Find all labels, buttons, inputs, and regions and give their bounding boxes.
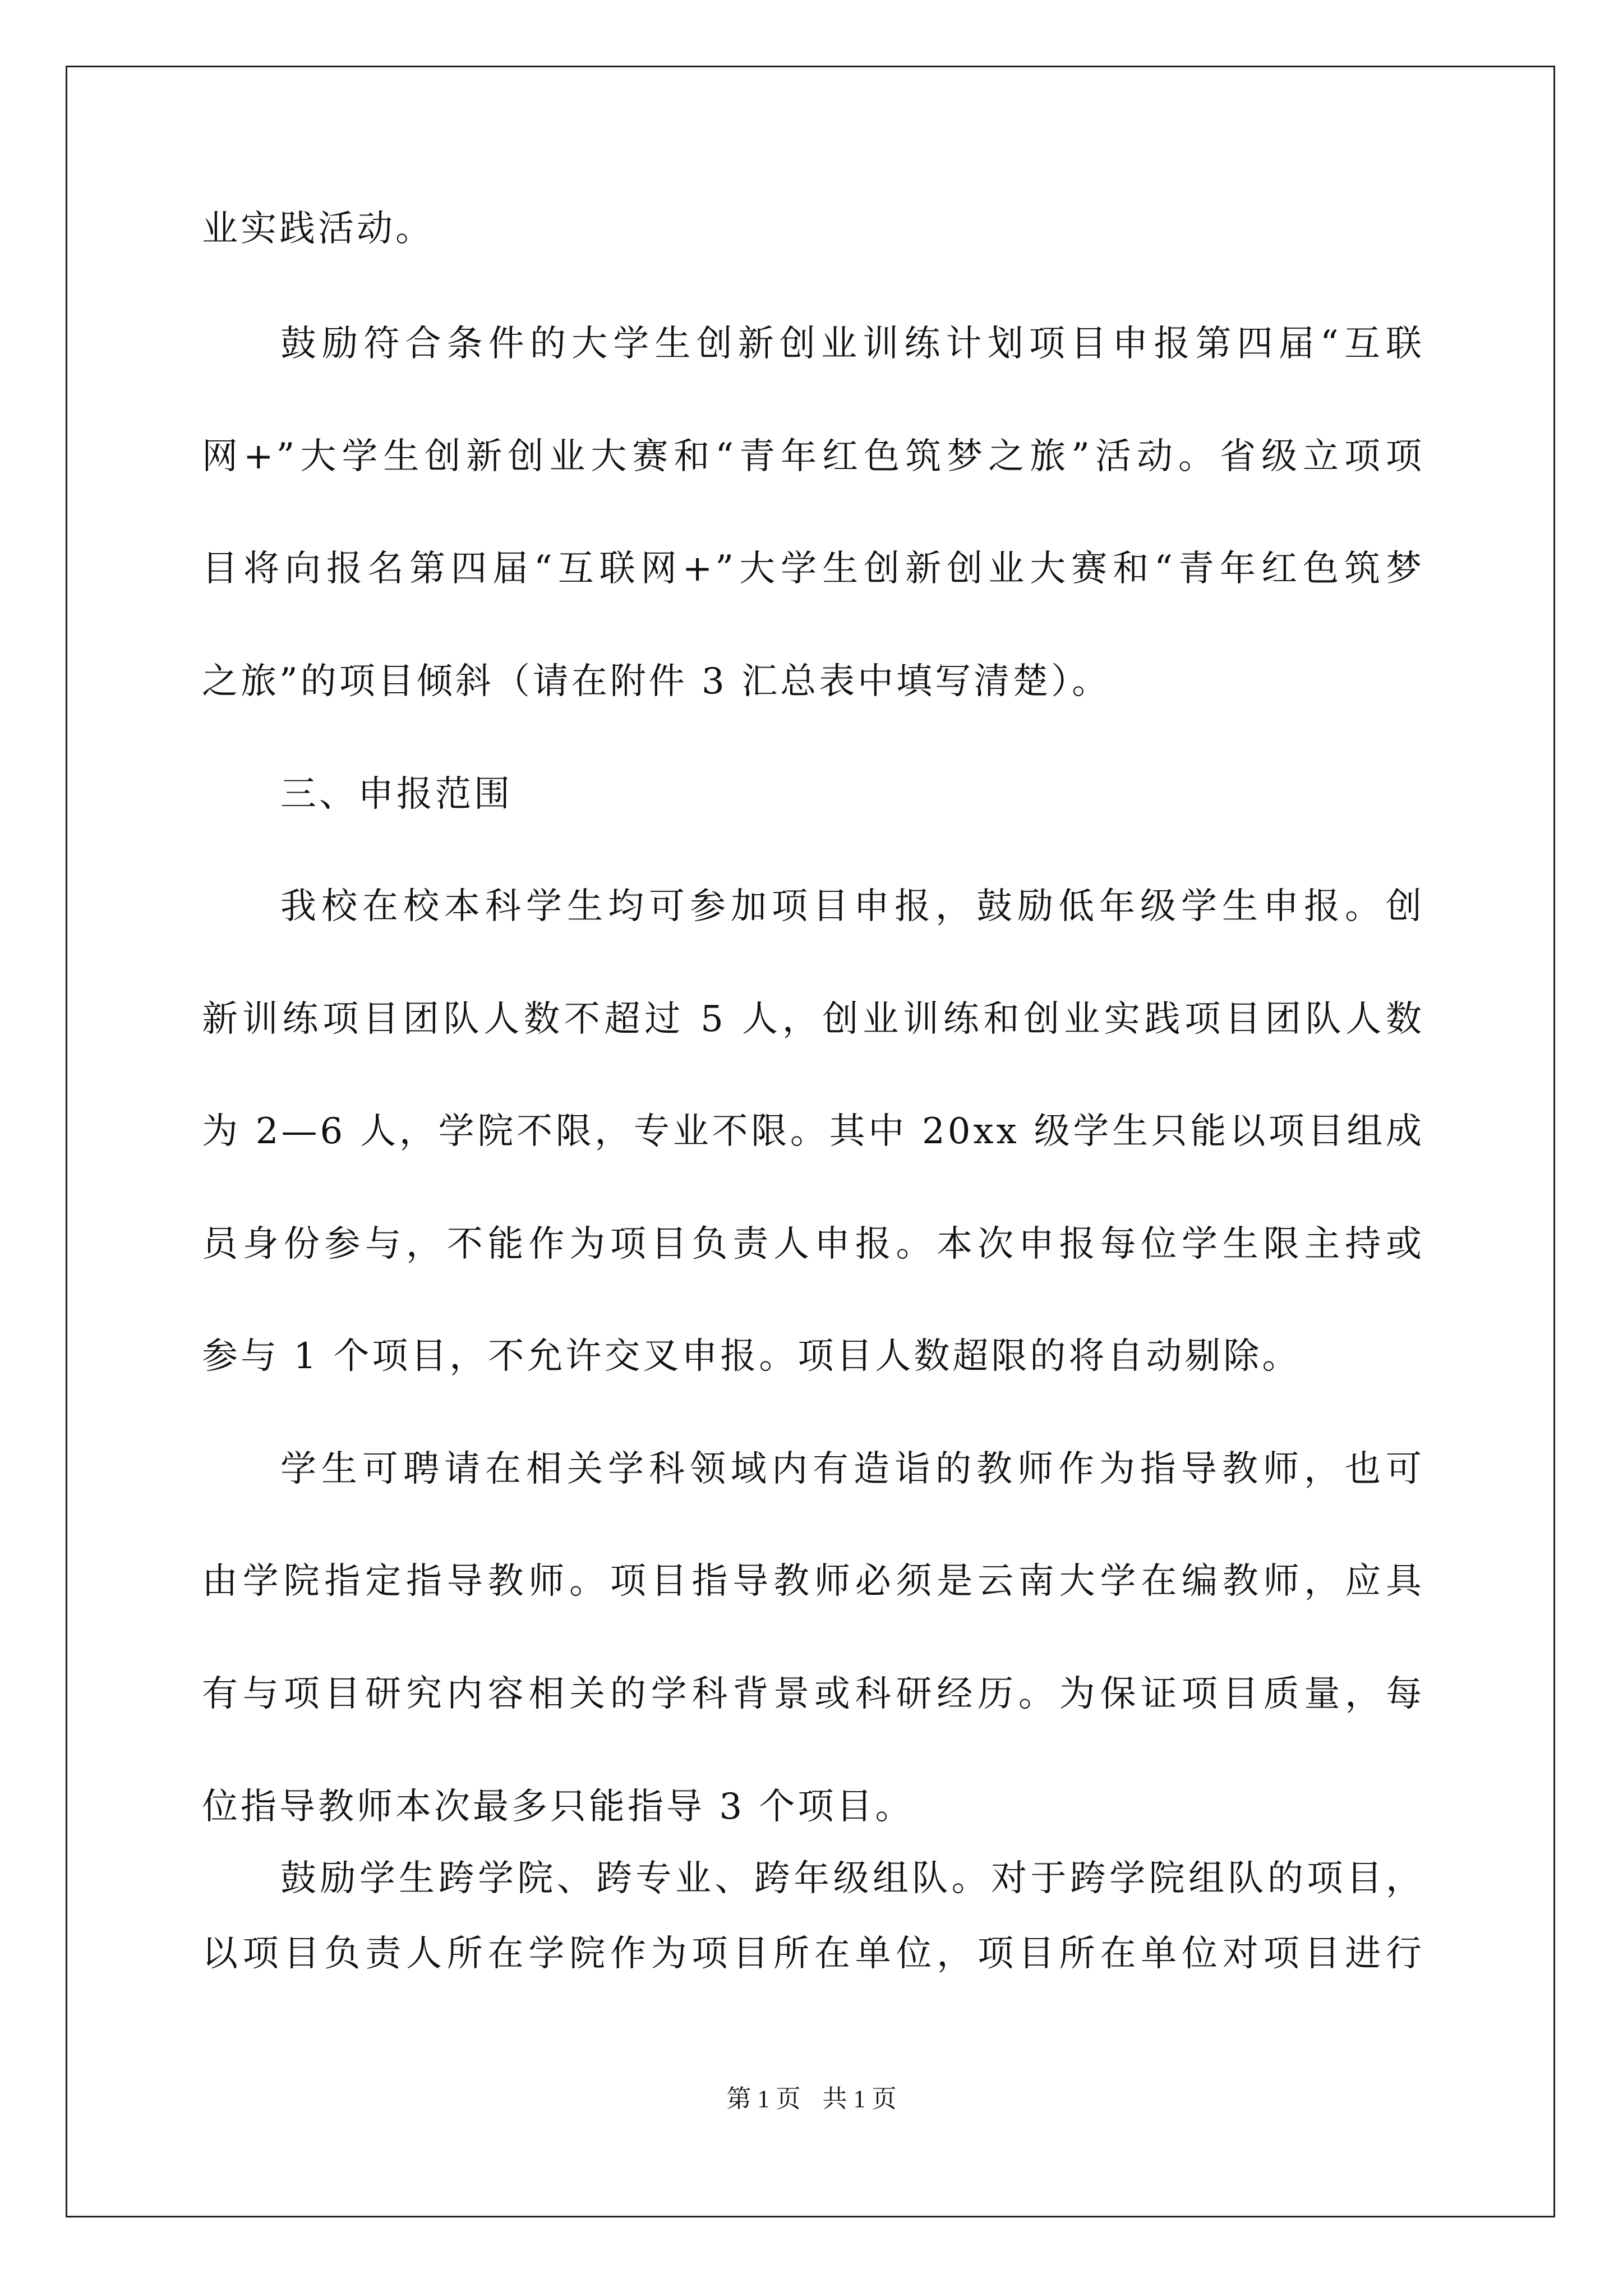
page-total: 共 1 页 (822, 2085, 897, 2113)
paragraph-line: 目将向报名第四届“互联网+”大学生创新创业大赛和“青年红色筑梦 (202, 548, 1424, 590)
paragraph-line: 由学院指定指导教师。项目指导教师必须是云南大学在编教师，应具 (202, 1561, 1424, 1603)
paragraph-line: 位指导教师本次最多只能指导 3 个项目。 (202, 1786, 914, 1828)
paragraph-line: 有与项目研究内容相关的学科背景或科研经历。为保证项目质量，每 (202, 1673, 1424, 1715)
paragraph-line: 鼓励符合条件的大学生创新创业训练计划项目申报第四届“互联 (280, 323, 1424, 365)
paragraph-line: 我校在校本科学生均可参加项目申报，鼓励低年级学生申报。创 (280, 886, 1424, 928)
paragraph-line: 网+”大学生创新创业大赛和“青年红色筑梦之旅”活动。省级立项项 (202, 435, 1424, 477)
paragraph-line: 为 2—6 人，学院不限，专业不限。其中 20xx 级学生只能以项目组成 (202, 1111, 1424, 1153)
paragraph-line: 参与 1 个项目，不允许交叉申报。项目人数超限的将自动剔除。 (202, 1336, 1301, 1378)
paragraph-line: 以项目负责人所在学院作为项目所在单位，项目所在单位对项目进行 (202, 1933, 1424, 1975)
paragraph-line: 之旅”的项目倾斜（请在附件 3 汇总表中填写清楚）。 (202, 661, 1111, 703)
paragraph-line: 业实践活动。 (202, 208, 434, 250)
paragraph-line: 新训练项目团队人数不超过 5 人，创业训练和创业实践项目团队人数 (202, 998, 1424, 1040)
paragraph-line: 鼓励学生跨学院、跨专业、跨年级组队。对于跨学院组队的项目， (280, 1858, 1424, 1900)
section-heading: 三、申报范围 (280, 773, 513, 815)
paragraph-line: 学生可聘请在相关学科领域内有造诣的教师作为指导教师，也可 (280, 1448, 1424, 1490)
page-footer (0, 2082, 1623, 2116)
page-number: 第 1 页 (726, 2085, 801, 2113)
paragraph-line: 员身份参与，不能作为项目负责人申报。本次申报每位学生限主持或 (202, 1223, 1424, 1265)
